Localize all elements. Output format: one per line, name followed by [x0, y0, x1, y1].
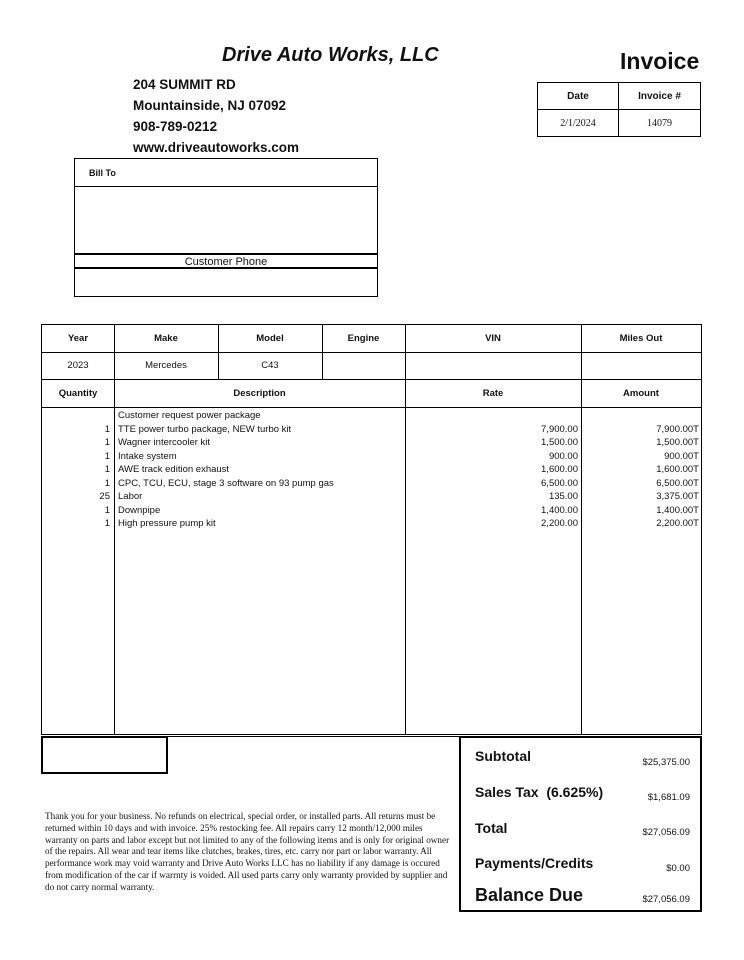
balance-due-label: Balance Due — [475, 885, 584, 905]
line-items-table — [41, 324, 702, 735]
item-description: High pressure pump kit — [118, 518, 216, 529]
item-rate: 7,900.00 — [541, 423, 578, 435]
bill-to-label: Bill To — [75, 159, 377, 187]
amount-header: Amount — [623, 388, 659, 399]
terms-text: Thank you for your business. No refunds on electrical, special order, or installed parts. All returns must be returned within 10 days and with invoice. 25% restocking fee. All repairs carry 12 month/12,000 miles warranty on parts and labor except but not limited to any of the following items and is only for original owner of the repairs. All wear and tear items like clutches, brakes, tires, etc. carry nor part or labor warranty. All performance work may void warranty and Drive Auto Works LLC has no liability if any damage is occured from modification of the car if warrnty is voided. All used parts carry only warranty provided by supplier and do not carry normal warranty. — [45, 811, 450, 892]
sales-tax-row — [461, 774, 700, 809]
item-description: Downpipe — [118, 504, 161, 516]
item-amount: 1,600.00T — [656, 464, 699, 475]
item-quantity: 25 — [99, 491, 110, 502]
make-header: Make — [154, 333, 178, 344]
invoice-meta-box — [537, 82, 701, 137]
year-header: Year — [67, 333, 89, 344]
totals-box — [459, 736, 702, 912]
item-description: CPC, TCU, ECU, stage 3 software on 93 pump gas — [118, 477, 334, 489]
item-quantity: 1 — [104, 504, 110, 516]
subtotal-label: Subtotal — [475, 748, 531, 764]
subtotal-row — [461, 738, 700, 773]
item-description: AWE track edition exhaust — [118, 464, 230, 475]
company-street: 204 SUMMIT RD — [133, 77, 236, 92]
vin-header: VIN — [485, 333, 501, 344]
item-rate: 2,200.00 — [541, 518, 578, 529]
item-rate: 900.00 — [548, 450, 578, 462]
vehicle-year: 2023 — [67, 360, 89, 371]
divider-line — [168, 736, 460, 737]
total-value: $27,056.09 — [642, 827, 690, 838]
vehicle-model: C43 — [261, 360, 279, 371]
model-header: Model — [256, 333, 284, 344]
payments-value: $0.00 — [666, 863, 690, 874]
company-address — [133, 74, 299, 158]
document-title: Invoice — [620, 48, 700, 74]
item-amount: 1,500.00T — [656, 437, 699, 448]
bill-to-box — [74, 158, 378, 297]
item-rate: 135.00 — [548, 491, 578, 502]
engine-header: Engine — [347, 333, 380, 344]
company-website: www.driveautoworks.com — [133, 140, 300, 155]
item-quantity: 1 — [104, 437, 110, 448]
item-rate: 1,600.00 — [541, 464, 578, 475]
sales-tax-label: Sales Tax (6.625%) — [475, 784, 604, 800]
vehicle-make: Mercedes — [145, 360, 187, 371]
company-city: Mountainside, NJ 07092 — [133, 98, 287, 113]
item-quantity: 1 — [104, 423, 110, 435]
item-amount: 7,900.00T — [656, 423, 699, 435]
item-description: Intake system — [118, 450, 177, 462]
item-amount: 6,500.00T — [656, 477, 699, 489]
item-description: TTE power turbo package, NEW turbo kit — [118, 423, 292, 435]
quantity-header: Quantity — [58, 388, 98, 399]
customer-phone-label: Customer Phone — [75, 253, 377, 269]
date-header: Date — [538, 83, 619, 110]
item-quantity: 1 — [104, 518, 110, 529]
item-rate: 1,400.00 — [541, 504, 578, 516]
company-phone: 908-789-0212 — [133, 119, 218, 134]
item-description: Wagner intercooler kit — [118, 437, 211, 448]
item-description: Labor — [118, 491, 143, 502]
total-row — [461, 810, 700, 845]
item-description: Customer request power package — [118, 410, 261, 421]
payments-label: Payments/Credits — [475, 855, 594, 871]
item-amount: 1,400.00T — [656, 504, 699, 516]
invoice-number-header: Invoice # — [619, 83, 700, 110]
sales-tax-value: $1,681.09 — [647, 792, 690, 803]
balance-due-row — [461, 878, 700, 913]
miles-out-header: Miles Out — [619, 333, 663, 344]
total-label: Total — [475, 820, 508, 836]
description-header: Description — [233, 388, 286, 399]
balance-due-value: $27,056.09 — [642, 894, 690, 905]
item-quantity: 1 — [104, 464, 110, 475]
item-quantity: 1 — [104, 477, 110, 489]
item-amount: 2,200.00T — [656, 518, 699, 529]
payments-row — [461, 846, 700, 881]
item-amount: 3,375.00T — [656, 491, 699, 502]
invoice-number: 14079 — [647, 117, 672, 129]
bill-to-address — [75, 187, 377, 253]
invoice-date: 2/1/2024 — [538, 110, 619, 136]
item-amount: 900.00T — [664, 450, 699, 462]
item-rate: 6,500.00 — [541, 477, 578, 489]
item-quantity: 1 — [104, 450, 110, 462]
subtotal-value: $25,375.00 — [642, 757, 690, 768]
rate-header: Rate — [482, 388, 504, 399]
company-name: Drive Auto Works, LLC — [222, 44, 439, 66]
signature-box — [41, 736, 168, 774]
item-rate: 1,500.00 — [541, 437, 578, 448]
